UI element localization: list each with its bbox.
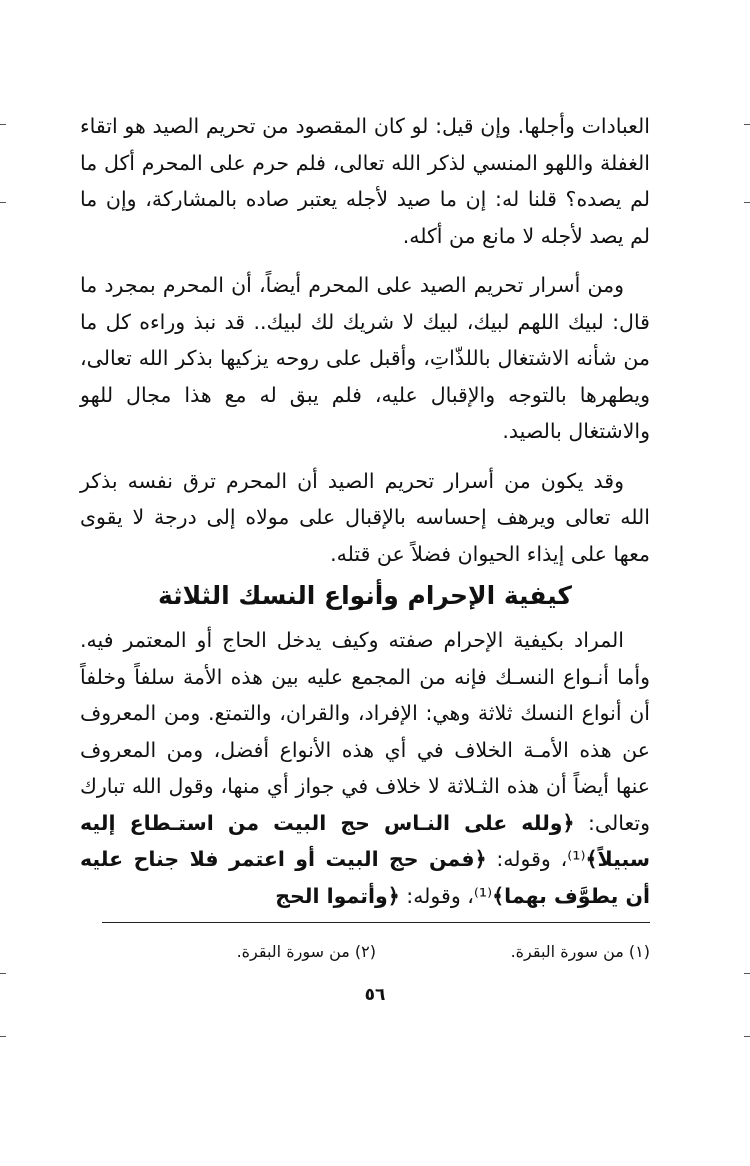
paragraph-text: ، وقوله: [399,883,474,908]
paragraph [80,463,650,573]
quran-quote: ﴿فمن حج البيت أو اعتمر فلا جناح عليه أن يطوَّف بهما﴾ [80,847,650,908]
left-edge-mark [0,1036,6,1037]
right-edge-mark [744,202,750,203]
paragraph-text: ومن أسرار تحريم الصيد على المحرم أيضاً، أن المحرم بمجرد ما قال: لبيك اللهم لبيك، لبيك لا شريك لك لبيك.. قد نبذ وراءه كل ما من شأنه الاشتغال باللذّاتِ، وأقبل على روحه يزكيها بذكر الله تعالى، ويطهرها بالتوجه والإقبال عليه، فلم يبق له مع هذا مجال للهو والاشتغال بالصيد. [80,273,650,443]
paragraph-text: ، وقوله: [486,847,568,871]
paragraph [80,622,650,914]
paragraph-text: وقد يكون من أسرار تحريم الصيد أن المحرم ترق نفسه بذكر الله تعالى ويرهف إحساسه بالإقبال على مولاه إلى درجة لا يقوى معها على إيذاء الحيوان فضلاً عن قتله. [80,468,650,566]
footnote-ref: ⁽¹⁾ [473,883,493,908]
footnote: (١) من سورة البقرة. [510,942,650,961]
left-edge-mark [0,202,6,203]
footnote-divider [102,922,650,923]
right-edge-mark [744,124,750,125]
left-edge-mark [0,973,6,974]
right-edge-mark [744,1036,750,1037]
page-body [80,108,650,914]
section-heading: كيفية الإحرام وأنواع النسك الثلاثة [158,581,572,610]
footnotes [102,940,650,964]
footnote-ref: ⁽¹⁾ [567,847,586,871]
paragraph: العبادات وأجلها. وإن قيل: لو كان المقصود من تحريم الصيد هو اتقاء الغفلة واللهو المنسي لذكر الله تعالى، فلم حرم على المحرم أكل ما لم يصده؟ قلنا له: إن ما صيد لأجله يعتبر صاده بالمشاركة، وإن ما لم يصد لأجله لا مانع من أكله. [80,114,650,248]
paragraph-text: المراد بكيفية الإحرام صفته وكيف يدخل الحاج أو المعتمر فيه. وأما أنـواع النسـك فإنه من المجمع عليه بين هذه الأمة سلفاً وخلفاً أن أنواع النسك ثلاثة وهي: الإفراد، والقران، والتمتع. ومن المعروف عن هذه الأمـة الخلاف في أي هذه الأنواع أفضل، ومن المعروف عنها أيضاً أن هذه الثـلاثة لا خلاف في جواز أي منها، وقول الله تبارك وتعالى: [80,628,651,835]
paragraph [80,267,650,450]
footnote: (٢) من سورة البقرة. [236,942,376,961]
quran-quote: ﴿وأتموا الحج [275,883,400,908]
left-edge-mark [0,124,6,125]
quran-quote: ﴿ولله على النـاس حج البيت من استـطاع إليه سبيلاً﴾ [80,810,651,871]
right-edge-mark [744,973,750,974]
page-number: ٥٦ [364,985,386,1005]
